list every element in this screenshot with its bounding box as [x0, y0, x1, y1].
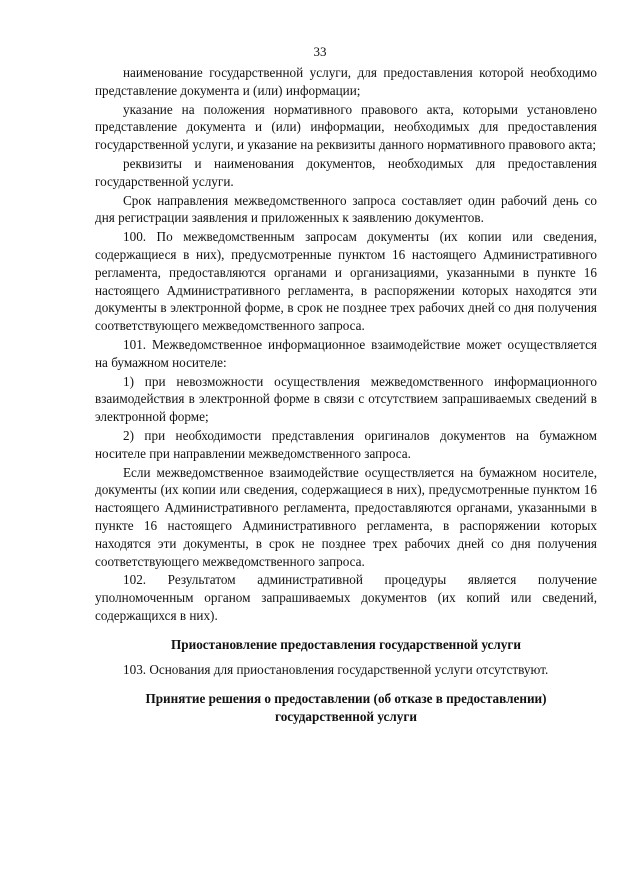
- paragraph: реквизиты и наименования документов, необходимых для предоставления государственной услуги.: [95, 155, 597, 189]
- paragraph: указание на положения нормативного правового акта, которыми установлено представление документа и (или) информации, необходимых для предоставления государственной услуги, и указание на реквизиты данного нормативного правового акта;: [95, 101, 597, 153]
- section-heading-suspension: Приостановление предоставления государственной услуги: [171, 636, 521, 652]
- paragraph: Срок направления межведомственного запроса составляет один рабочий день со дня регистрации заявления и приложенных к заявлению документов.: [95, 192, 597, 226]
- list-item: 1) при невозможности осуществления межведомственного информационного взаимодействия в электронной форме в связи с отсутствием запрашиваемых сведений в электронной форме;: [95, 373, 597, 425]
- paragraph-103: 103. Основания для приостановления государственной услуги отсутствуют.: [123, 661, 549, 677]
- paragraph: Если межведомственное взаимодействие осуществляется на бумажном носителе, документы (их копии или сведения, содержащиеся в них), предусмотренные пунктом 16 настоящего Административного регламента, предоставляются органами, указанными в пункте 16 настоящего Административного регламента, в распоряжении которых находятся эти документы, в срок не позднее трех рабочих дней со дня получения соответствующего межведомственного запроса.: [95, 464, 597, 569]
- paragraph: наименование государственной услуги, для предоставления которой необходимо представление документа и (или) информации;: [95, 65, 597, 98]
- document-body: [95, 64, 597, 726]
- section-heading-decision: Принятие решения о предоставлении (об отказе в предоставлении) государственной услуги: [145, 691, 547, 725]
- paragraph-100: 100. По межведомственным запросам документы (их копии или сведения, содержащиеся в них), предусмотренные пунктом 16 настоящего Административного регламента, предоставляются органами и организациями, указанными в пункте 16 настоящего Административного регламента, в распоряжении которых находятся эти документы в электронной форме, в срок не позднее трех рабочих дней со дня получения соответствующего межведомственного запроса.: [95, 229, 597, 334]
- list-item: 2) при необходимости представления оригиналов документов на бумажном носителе при направлении межведомственного запроса.: [95, 427, 597, 461]
- page-number: 33: [313, 44, 327, 59]
- paragraph-102: 102. Результатом административной процедуры является получение уполномоченным органом запрашиваемых документов (их копий или сведений, содержащихся в них).: [95, 572, 597, 623]
- paragraph-101: 101. Межведомственное информационное взаимодействие может осуществляется на бумажном носителе:: [95, 336, 597, 370]
